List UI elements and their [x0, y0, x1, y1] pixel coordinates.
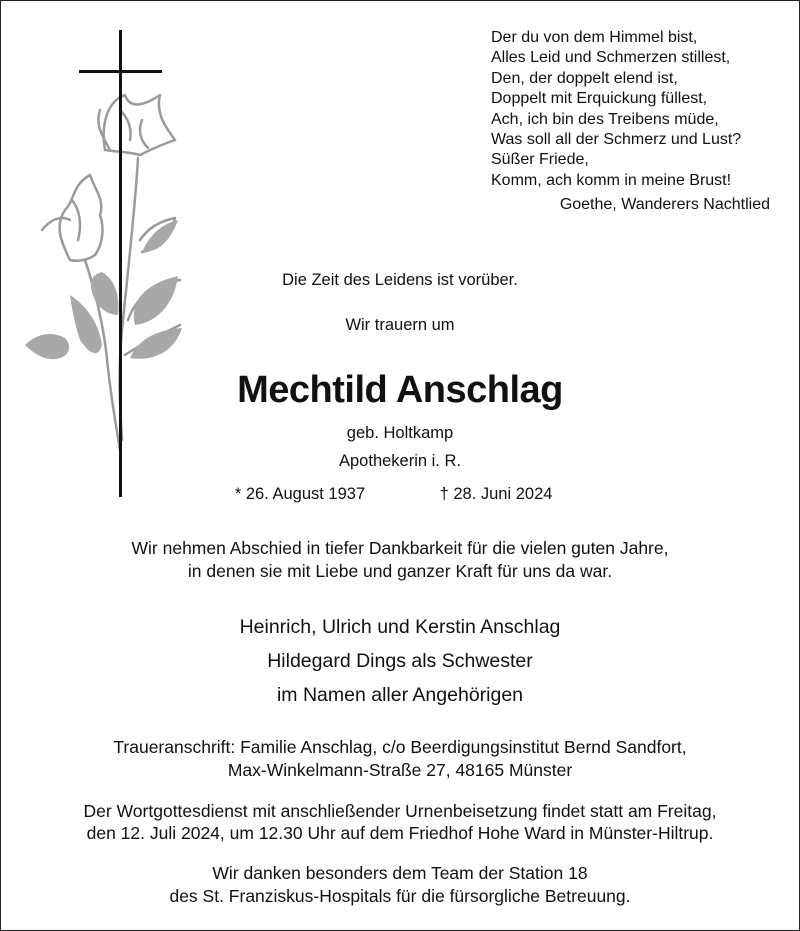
address-line: Traueranschrift: Familie Anschlag, c/o Beerdigungsinstitut Bernd Sandfort,	[113, 737, 687, 757]
poem-line: Ach, ich bin des Treibens müde,	[491, 110, 719, 128]
poem-attribution: Goethe, Wanderers Nachtlied	[559, 196, 770, 213]
service-line: den 12. Juli 2024, um 12.30 Uhr auf dem Friedhof Hohe Ward in Münster-Hiltrup.	[86, 823, 714, 843]
mourner-line: Heinrich, Ulrich und Kerstin Anschlag	[239, 616, 561, 638]
death-date: † 28. Juni 2024	[439, 485, 553, 503]
cross-icon-bar	[79, 70, 162, 73]
poem-line: Was soll all der Schmerz und Lust?	[491, 131, 742, 149]
mourner-line: im Namen aller Angehörigen	[276, 684, 524, 706]
profession: Apothekerin i. R.	[339, 452, 461, 470]
poem-line: Doppelt mit Erquickung füllest,	[491, 90, 708, 108]
mourn-text: Wir trauern um	[345, 316, 455, 334]
address-line: Max-Winkelmann-Straße 27, 48165 Münster	[227, 760, 573, 780]
poem	[491, 28, 741, 191]
farewell-line: Wir nehmen Abschied in tiefer Dankbarkeit für die vielen guten Jahre,	[131, 538, 669, 558]
poem-line: Den, der doppelt elend ist,	[491, 69, 678, 87]
intro-text: Die Zeit des Leidens ist vorüber.	[282, 271, 518, 289]
deceased-name: Mechtild Anschlag	[237, 369, 563, 411]
mourner-line: Hildegard Dings als Schwester	[267, 650, 533, 672]
service-line: Der Wortgottesdienst mit anschließender Urnenbeisetzung findet statt am Freitag,	[83, 801, 717, 821]
poem-line: Komm, ach komm in meine Brust!	[491, 171, 732, 189]
maiden-name: geb. Holtkamp	[346, 424, 454, 442]
poem-line: Der du von dem Himmel bist,	[491, 29, 698, 46]
farewell-line: in denen sie mit Liebe und ganzer Kraft für uns da war.	[187, 561, 613, 581]
thanks-line: des St. Franziskus-Hospitals für die fürsorgliche Betreuung.	[169, 886, 631, 906]
poem-line: Alles Leid und Schmerzen stillest,	[491, 49, 731, 67]
thanks-line: Wir danken besonders dem Team der Station 18	[212, 863, 588, 883]
poem-line: Süßer Friede,	[491, 151, 589, 169]
birth-date: * 26. August 1937	[234, 485, 366, 503]
